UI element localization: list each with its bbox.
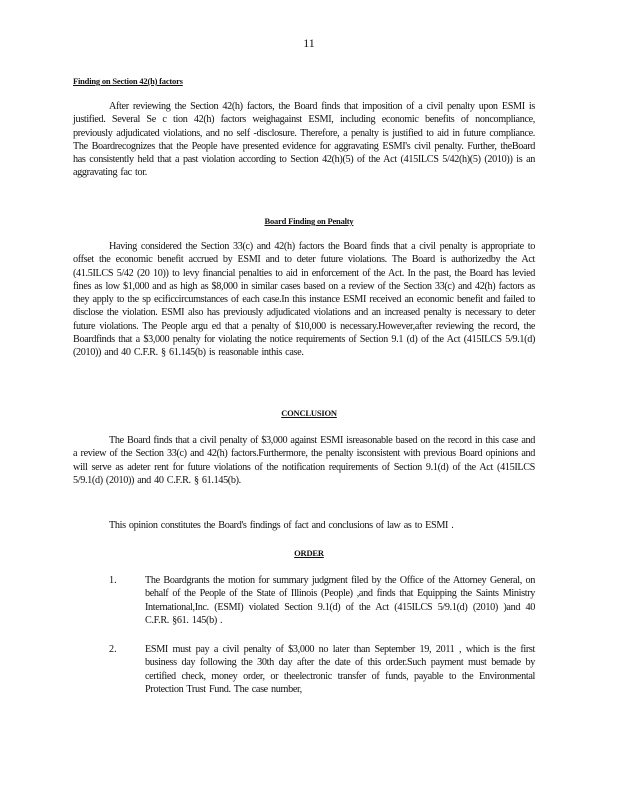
order-item-number: 1. bbox=[109, 575, 117, 586]
conclusion-text: The Board finds that a civil penalty of $3,000 against ESMI isreasonable based on the record in this case and a review of the Section 33(c) and 42(h) factors.Furthermore, the penalty isconsistent with previous Board opinions and will serve as adeter rent for future violations of the notification requirements of Section 9.1(d) of the Act (415ILCS 5/9.1(d) (2010)) and 40 C.F.R. § 61.145(b). bbox=[73, 435, 535, 486]
order-item-text: The Boardgrants the motion for summary judgment filed by the Office of the Attorney General, on behalf of the People of the State of Illinois (People) ,and finds that Equipping the Saints Ministry International,Inc. (ESMI) violated Section 9.1(d) of the Act (415ILCS 5/9.1(d) (2010) )and 40 C.F.R. §61. 145(b) . bbox=[145, 575, 535, 626]
penalty-heading: Board Finding on Penalty bbox=[264, 216, 354, 226]
penalty-text: Having considered the Section 33(c) and 42(h) factors the Board finds that a civil penalty is appropriate to offset the economic benefit accrued by ESMI and to deter future violations. The Board is authorizedby the Act (41.5ILCS 5/42 (20 10)) to levy financial penalties to aid in enforcement of the Act. In the past, the Board has levied fines as low $1,000 and as high as $8,000 in similar cases based on a review of the Section 33(c) and 42(h) factors as they apply to the sp ecificcircumstances of each case.In this instance ESMI received an economic benefit and failed to disclose the violation. ESMI also has previously adjudicated violations and an increased penalty is necessary to deter future violations. The People argu ed that a penalty of $10,000 is necessary.However,after reviewing the record, the Boardfinds that a $3,000 penalty for violating the notice requirements of Section 9.1 (d) of the Act (415ILCS 5/9.1(d) (2010)) and 40 C.F.R. § 61.145(b) is reasonable inthis case. bbox=[73, 241, 535, 359]
penalty-paragraph bbox=[73, 240, 535, 360]
opinion-text: This opinion constitutes the Board's findings of fact and conclusions of law as to ESMI . bbox=[109, 520, 454, 531]
finding-42h-paragraph bbox=[73, 100, 535, 180]
finding-42h-heading: Finding on Section 42(h) factors bbox=[73, 76, 183, 86]
conclusion-heading: CONCLUSION bbox=[281, 408, 337, 418]
page-number: 11 bbox=[303, 36, 315, 50]
order-item-text: ESMI must pay a civil penalty of $3,000 no later than September 19, 2011 , which is the first business day following the 30th day after the date of this order.Such payment must bemade by certified check, money order, or theelectronic transfer of funds, payable to the Environmental Protection Trust Fund. The case number, bbox=[145, 644, 535, 695]
finding-42h-text: After reviewing the Section 42(h) factors, the Board finds that imposition of a civil penalty upon ESMI is justified. Several Se c tion 42(h) factors weighagainst ESMI, including economic benefits of noncompliance, previously adjudicated violations, and no self -disclosure. Therefore, a penalty is justified to aid in future compliance. The Boardrecognizes that the People have presented evidence for aggravating ESMI's civil penalty. Further, theBoard has consistently held that a past violation according to Section 42(h)(5) of the Act (415ILCS 5/42(h)(5) (2010)) is an aggravating fac tor. bbox=[73, 101, 535, 179]
order-heading: ORDER bbox=[294, 548, 324, 558]
order-item-number: 2. bbox=[109, 644, 117, 655]
conclusion-paragraph bbox=[73, 434, 535, 487]
opinion-paragraph bbox=[73, 519, 535, 532]
